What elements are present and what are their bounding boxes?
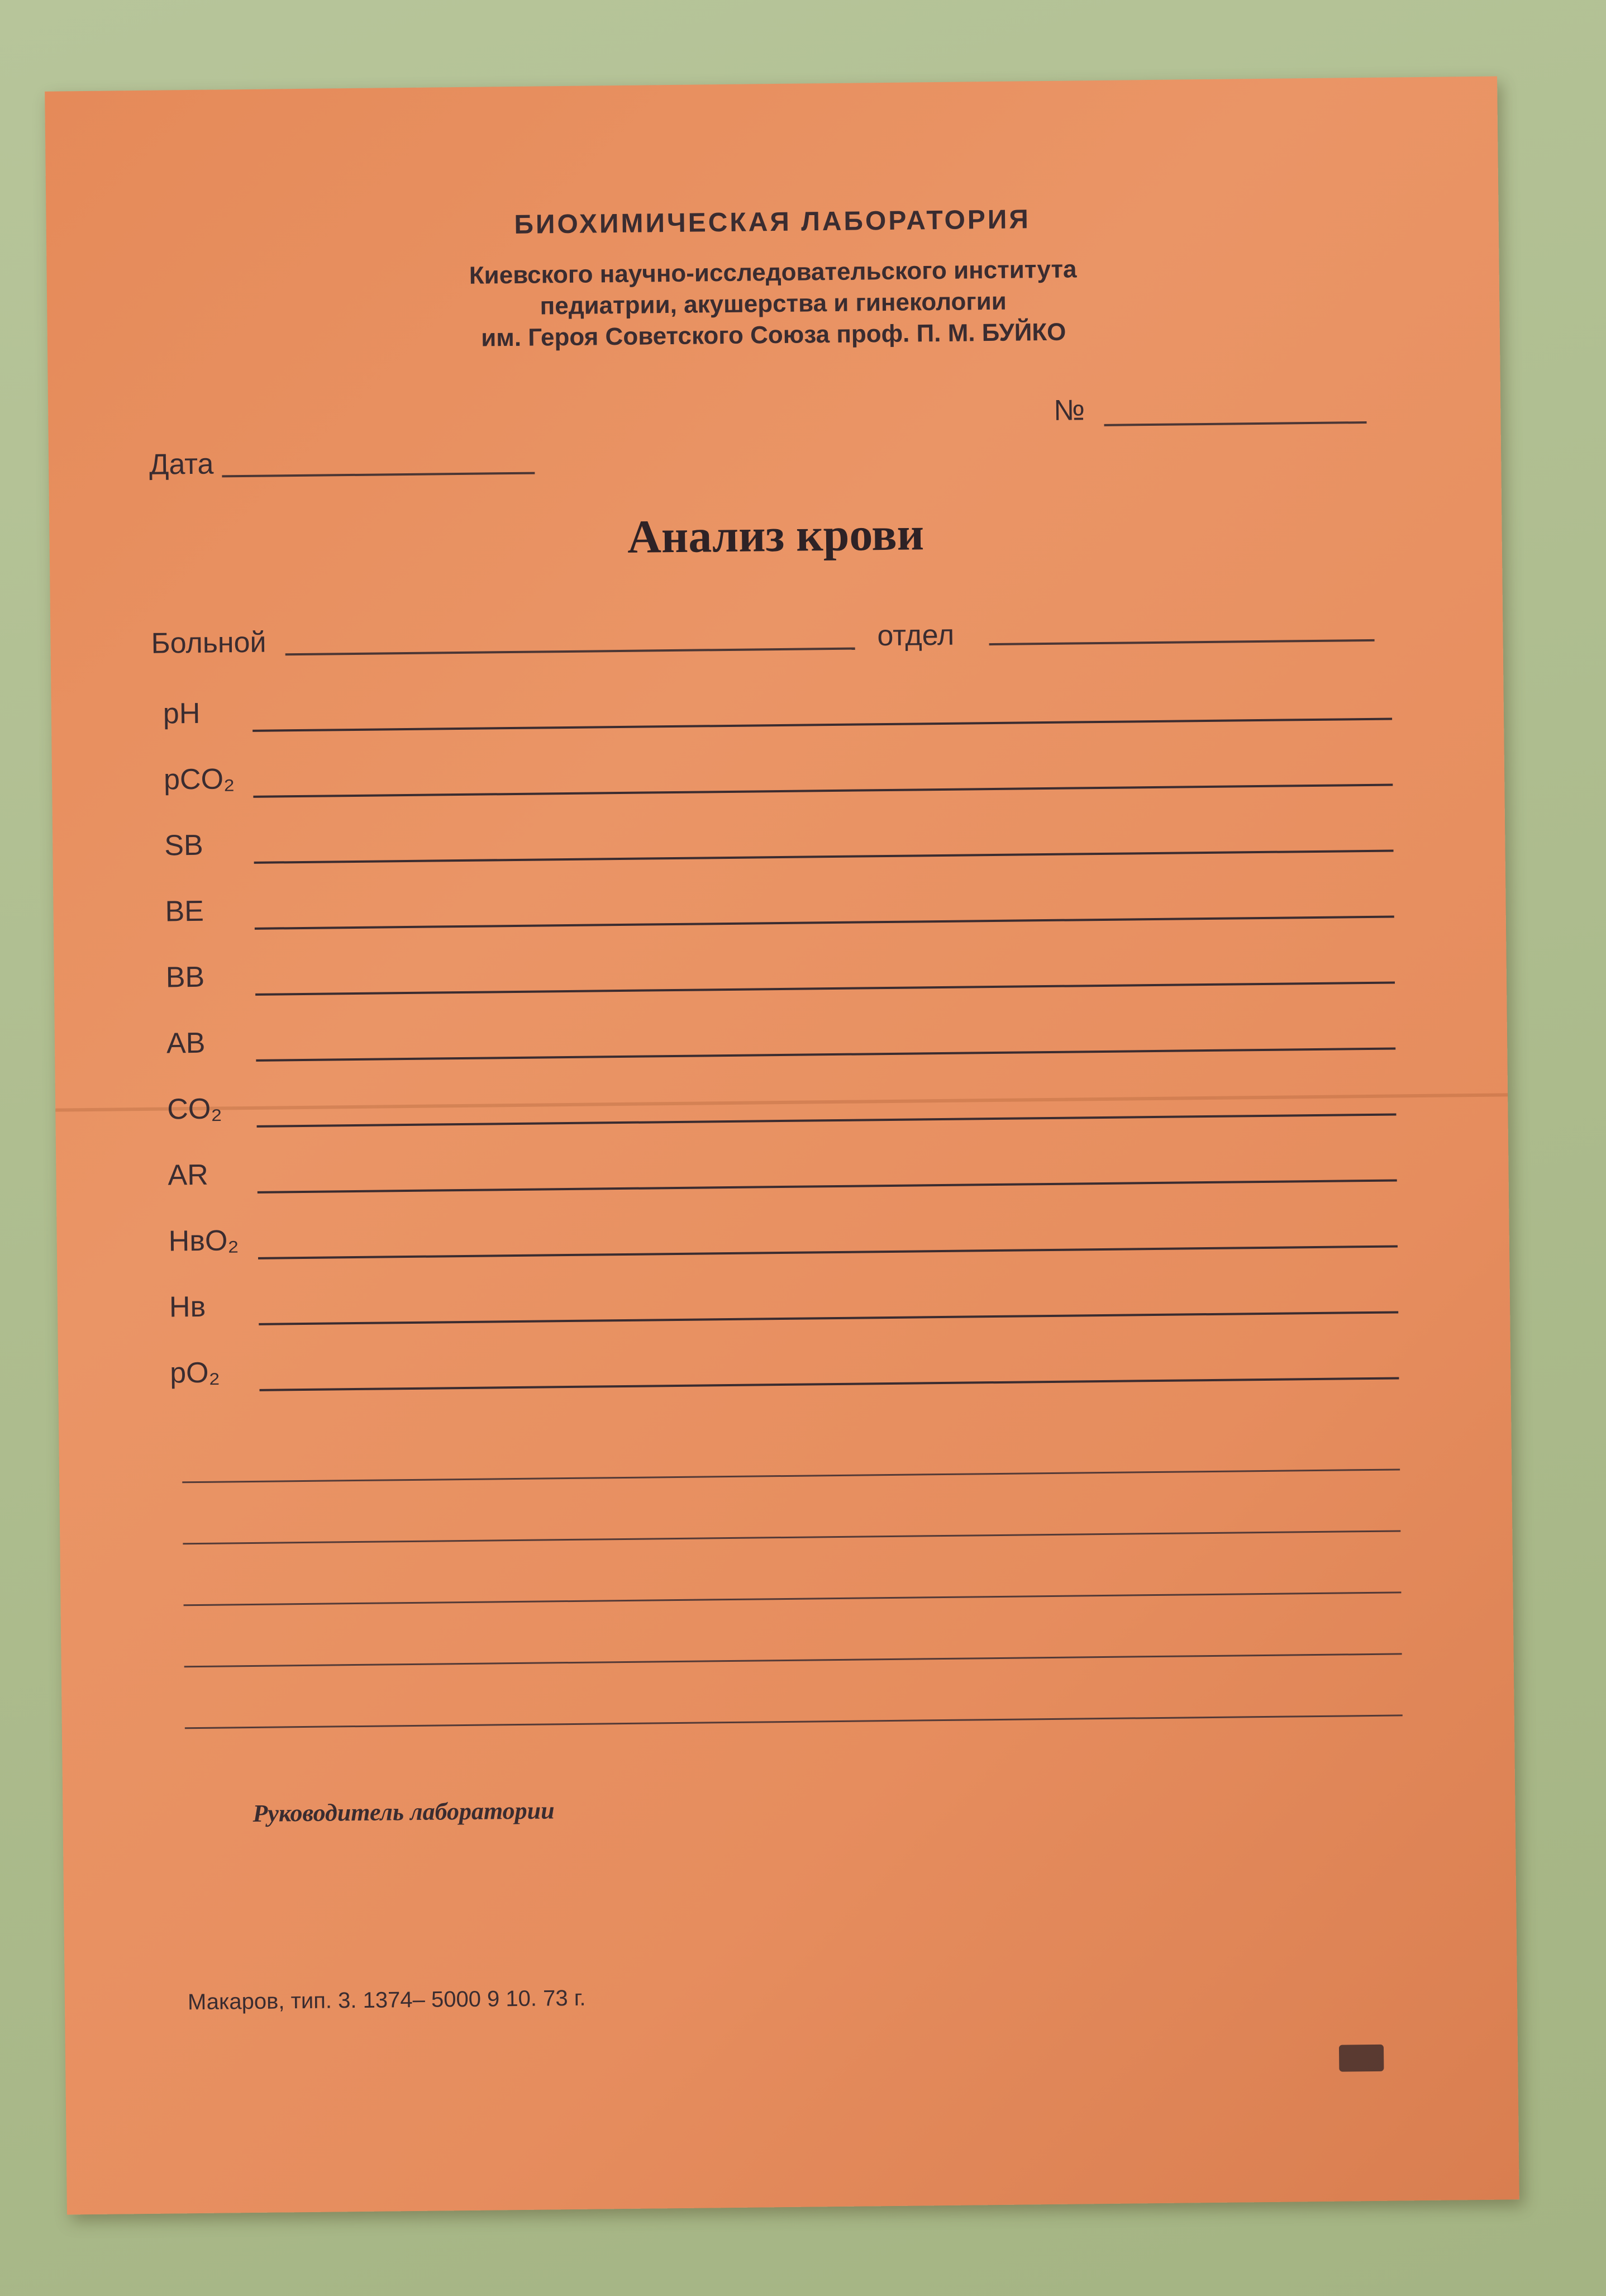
blank-line[interactable] xyxy=(185,1714,1403,1729)
measurement-row xyxy=(169,1274,1399,1332)
measurement-label: AR xyxy=(168,1158,209,1192)
department-label: отдел xyxy=(877,619,955,653)
printer-imprint: Макаров, тип. 3. 1374– 5000 9 10. 73 г. xyxy=(187,1985,586,2015)
institute-block xyxy=(46,249,1500,358)
measurement-field[interactable] xyxy=(254,850,1394,864)
number-label: № xyxy=(1053,394,1085,427)
blank-line[interactable] xyxy=(183,1530,1400,1544)
measurement-label: SB xyxy=(164,829,203,862)
blank-line[interactable] xyxy=(184,1653,1402,1667)
patient-label: Больной xyxy=(151,626,266,660)
measurement-field[interactable] xyxy=(255,916,1394,930)
lab-title: БИОХИМИЧЕСКАЯ ЛАБОРАТОРИЯ xyxy=(514,205,1031,240)
measurement-row xyxy=(170,1340,1399,1397)
measurement-field[interactable] xyxy=(252,718,1392,732)
measurement-row xyxy=(168,1208,1398,1266)
measurement-field[interactable] xyxy=(258,1179,1397,1193)
measurement-label: AB xyxy=(166,1026,206,1060)
measurement-field[interactable] xyxy=(253,784,1393,798)
measurement-field[interactable] xyxy=(256,1047,1395,1061)
measurement-label: Hв xyxy=(169,1290,206,1324)
ink-stamp-mark xyxy=(1339,2045,1384,2072)
measurement-row xyxy=(165,879,1394,937)
measurement-row xyxy=(168,1142,1397,1200)
measurement-row xyxy=(163,681,1392,739)
measurement-row xyxy=(164,813,1394,871)
measurement-label: HвO₂ xyxy=(168,1224,239,1258)
blank-line[interactable] xyxy=(184,1591,1402,1606)
institute-line-2: педиатрии, акушерства и гинекологии xyxy=(540,287,1007,320)
measurement-label: BB xyxy=(165,961,205,994)
measurement-row xyxy=(165,945,1395,1002)
institute-line-3: им. Героя Советского Союза проф. П. М. БУЙКО xyxy=(480,318,1066,352)
department-field[interactable] xyxy=(989,639,1375,645)
lab-head-signature-label: Руководитель лаборатории xyxy=(252,1796,555,1827)
measurement-label: pO₂ xyxy=(169,1356,221,1390)
measurement-label: CO₂ xyxy=(166,1092,222,1126)
measurement-field[interactable] xyxy=(258,1245,1398,1259)
date-label: Дата xyxy=(149,448,214,481)
form-title: Анализ крови xyxy=(627,508,924,563)
blank-line[interactable] xyxy=(182,1468,1400,1483)
measurement-field[interactable] xyxy=(255,981,1395,995)
number-field[interactable] xyxy=(1104,421,1367,426)
institute-line-1: Киевского научно-исследовательского института xyxy=(469,255,1077,289)
measurement-label: pCO₂ xyxy=(163,763,235,796)
measurement-field[interactable] xyxy=(259,1311,1398,1325)
measurement-row xyxy=(164,747,1393,805)
measurement-label: BE xyxy=(165,895,204,928)
patient-field[interactable] xyxy=(285,648,855,656)
blood-analysis-form xyxy=(45,76,1519,2214)
date-field[interactable] xyxy=(222,472,535,478)
measurement-field[interactable] xyxy=(260,1377,1399,1391)
measurement-field[interactable] xyxy=(257,1113,1397,1127)
measurement-label: pH xyxy=(163,697,201,730)
measurement-row xyxy=(167,1076,1397,1134)
measurement-row xyxy=(166,1010,1396,1068)
